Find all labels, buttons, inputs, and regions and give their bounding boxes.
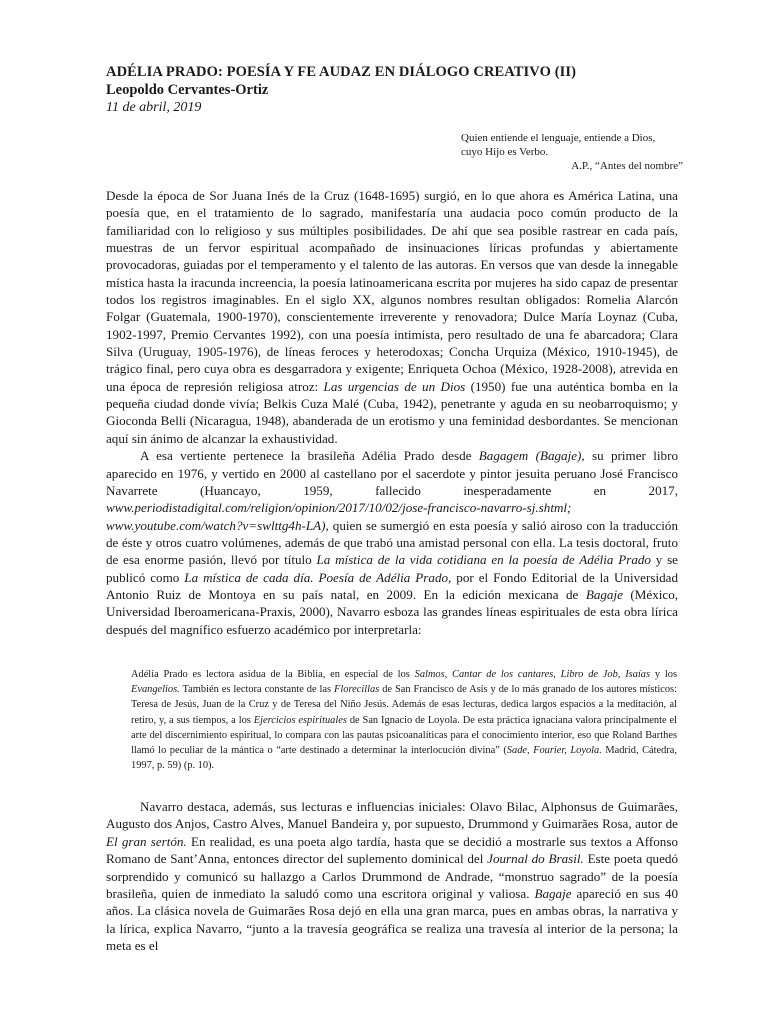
article-body-continued: [106, 798, 678, 955]
p3-d: Journal do Brasil.: [487, 851, 584, 867]
p2-a: A esa vertiente pertenece la brasileña Adélia Prado desde: [140, 448, 479, 464]
paragraph-1-text: Desde la época de Sor Juana Inés de la Cruz (1648-1695) surgió, en lo que ahora es América Latina, una poesía que, en el tratamiento de lo sagrado, manifestaría una audacia poco común producto de la familiaridad con lo religioso y sus múltiples posibilidades. De ahí que sea posible rastrear en cada país, muestras de un fervor espiritual acompañado de insinuaciones líricas profundas y abiertamente provocadoras, guiadas por el temperamento y el talento de las autoras. En versos que van desde la innegable mística hasta la iracunda increencia, la poesía latinoamericana escrita por mujeres ha sido capaz de presentar todos los registros imaginables. En el siglo XX, algunos nombres resultan obligados: Romelia Alarcón Folgar (Guatemala, 1900-1970), conscientemente irreverente y renovadora; Dulce María Loynaz (Cuba, 1902-1997, Premio Cervantes 1992), con una poesía intimista, pero resultado de una fe abarcadora; Clara Silva (Uruguay, 1905-1976), de líneas feroces y heterodoxas; Concha Urquiza (México, 1910-1945), de trágico final, pero cuya obra es desgarradora y exigente; Enriqueta Ochoa (México, 1928-2008), atrevida en una época de represión religiosa atroz:: [106, 188, 678, 394]
p3-e: Este poeta quedó sorprendido y comunicó su hallazgo a Carlos Drummond de Andrade, “monstruo sagrado” de la poesía brasileña, quien de inmediato la saludó como una escritora original y valiosa.: [106, 851, 678, 902]
article-body: [106, 187, 678, 638]
p2-e: y se publicó como: [106, 552, 678, 585]
bq-j: Sade, Fourier, Loyola.: [506, 745, 602, 757]
bq-d: Evangelios.: [131, 684, 180, 696]
book-title: Las urgencias de un Dios: [323, 378, 466, 394]
p2-g: (México, Universidad Iberoamericana-Praxis, 2000), Navarro esboza las grandes líneas espirituales de esta obra lírica después del magnífico esfuerzo académico por interpretarla:: [106, 586, 679, 637]
bq-f: Florecillas: [334, 684, 380, 696]
p3-f: Bagaje: [534, 886, 572, 902]
p2-bagaje: Bagaje: [585, 586, 623, 602]
p3-b: El gran sertón.: [106, 833, 187, 849]
bq-a: Adélia Prado es lectora asidua de la Biblia, en especial de los: [131, 669, 415, 680]
bq-b: Salmos, Cantar de los cantares, Libro de Job, Isaías: [414, 669, 651, 680]
p3-c: En realidad, es una poeta algo tardía, hasta que se decidió a mostrarle sus textos a Affonso Romano de Sant’Anna, entonces director del suplemento dominical del: [106, 833, 678, 867]
paragraph-1: [106, 187, 678, 447]
p2-url-2[interactable]: www.youtube.com/watch?v=swlttg4h-LA),: [106, 517, 329, 533]
p2-url-1[interactable]: www.periodistadigital.com/religion/opinion/2017/10/02/jose-francisco-navarro-sj.shtml;: [106, 500, 572, 516]
p2-pub-title: La mística de cada día. Poesía de Adélia Prado,: [184, 569, 452, 585]
epigraph-line-2: cuyo Hijo es Verbo.: [461, 146, 549, 159]
bq-k: Madrid, Cátedra, 1997, p. 59) (p. 10).: [131, 745, 677, 772]
article-author: Leopoldo Cervantes-Ortiz: [106, 82, 269, 98]
bq-e: También es lectora constante de las: [179, 684, 335, 696]
bq-c: y los: [650, 669, 677, 680]
p3-g: apareció en sus 40 años. La clásica novela de Guimarães Rosa dejó en ella una gran marca, pues en ambas obras, la narrativa y la lírica, explica Navarro, “junto a la travesía geográfica se realiza una travesía al interior de la persona; la meta es el: [106, 886, 678, 954]
p2-thesis-title: La mística de la vida cotidiana en la poesía de Adélia Prado: [316, 552, 651, 568]
paragraph-1-text-2: (1950) fue una auténtica bomba en la pequeña ciudad donde vivía; Belkis Cuza Malé (Cuba, 1942), penetrante y aguda en su neobarroquismo; y Gioconda Belli (Nicaragua, 1948), abanderada de un erotismo y una feminidad desbordantes. Se mencionan aquí sin ánimo de alcanzar la exhaustividad.: [106, 378, 678, 446]
bq-i: de San Ignacio de Loyola. De esta práctica ignaciana valora principalmente el arte del discernimiento espiritual, lo compara con las pautas psicoanalíticas para el conocimiento interior, eso que Roland Barthes llamó lo peculiar de la mántica o “arte destinado a determinar la interlocución divina” (: [131, 714, 677, 757]
paragraph-2: [106, 447, 678, 638]
bq-h: Ejercicios espirituales: [253, 714, 347, 726]
blockquote-text: [131, 667, 677, 773]
article-title: ADÉLIA PRADO: POESÍA Y FE AUDAZ EN DIÁLOGO CREATIVO (II): [106, 64, 577, 80]
p3-a: Navarro destaca, además, sus lecturas e influencias iniciales: Olavo Bilac, Alphonsus de Guimarães, Augusto dos Anjos, Castro Alves, Manuel Bandeira y, por supuesto, Drummond y Guimarães Rosa, autor de: [106, 799, 678, 832]
p2-f: por el Fondo Editorial de la Universidad Antonio Ruiz de Montoya en su país natal, en 2009. En la edición mexicana de: [106, 569, 678, 602]
epigraph-attribution: A.P., “Antes del nombre”: [571, 160, 683, 173]
article-date: 11 de abril, 2019: [106, 100, 202, 115]
p2-bagagem: Bagagem (Bagaje),: [478, 448, 585, 464]
p2-c: su primer libro aparecido en 1976, y vertido en 2000 al castellano por el sacerdote y pintor jesuita peruano José Francisco Navarrete (Huancayo, 1959, fallecido inesperadamente en 2017,: [106, 448, 678, 498]
paragraph-3: [106, 798, 678, 955]
blockquote: [131, 667, 677, 773]
epigraph: [461, 131, 683, 174]
bq-g: de San Francisco de Asís y de lo más granado de los autores místicos: Teresa de Jesús, Juan de la Cruz y de Teresa del Niño Jesús. Además de esas lecturas, dedica largos espacios a la meditación, al retiro, y, a sus tiempos, a los: [131, 684, 677, 726]
epigraph-line-1: Quien entiende el lenguaje, entiende a Dios,: [461, 132, 656, 144]
p2-d: quien se sumergió en esta poesía y salió airoso con la traducción de éste y otros cuatro volúmenes, además de que trabó una amistad personal con ella. La tesis doctoral, fruto de esa enorme pasión, llevó por título: [106, 517, 678, 568]
